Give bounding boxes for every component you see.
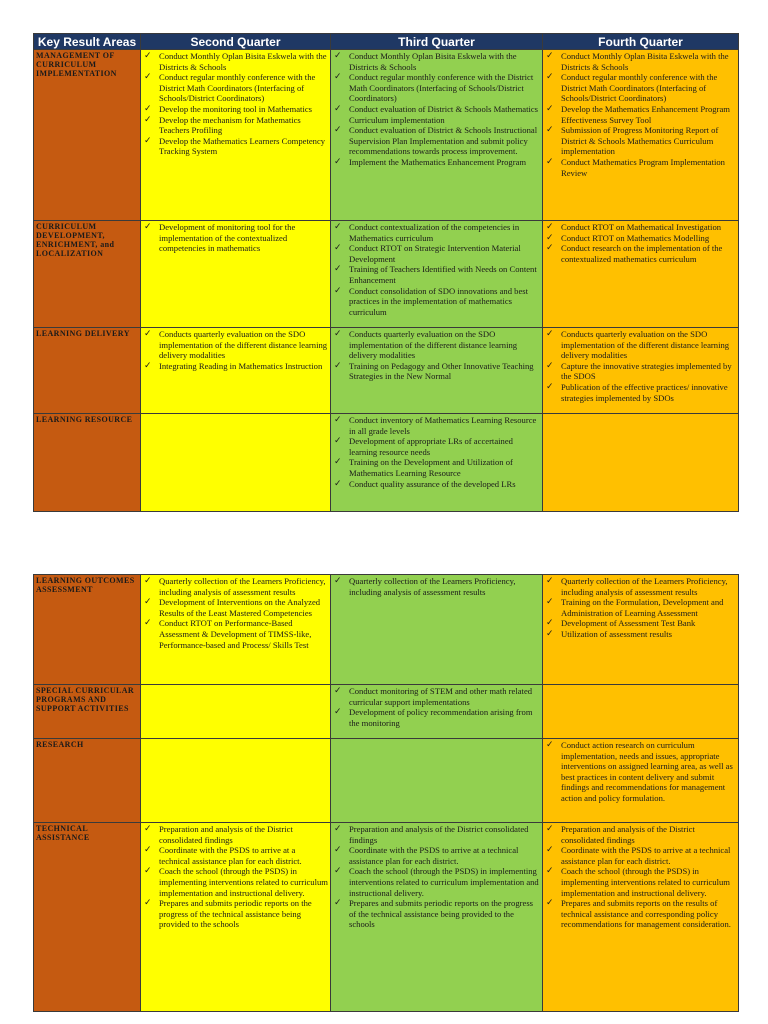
key-result-area-cell: LEARNING RESOURCE <box>34 414 141 512</box>
activity-text: Integrating Reading in Mathematics Instruction <box>159 360 323 371</box>
quarter-cell-q3 <box>331 575 543 685</box>
activity-list <box>545 222 736 264</box>
checkmark-icon: ✓ <box>144 135 152 146</box>
activity-list <box>545 576 736 640</box>
header-third-quarter: Third Quarter <box>331 34 543 50</box>
list-item <box>333 329 540 361</box>
activity-text: Capture the innovative strategies implemented by the SDOS <box>561 360 732 382</box>
checkmark-icon: ✓ <box>546 845 554 856</box>
quarter-cell-q3 <box>331 823 543 1012</box>
activity-text: Development of monitoring tool for the implementation of the contextualized competencies in mathematics <box>159 222 296 254</box>
list-item <box>545 157 736 178</box>
activity-text: Conduct consolidation of SDO innovations and best practices in the implementation of mathematics curriculum <box>349 285 529 317</box>
quarter-cell-q2 <box>141 328 331 414</box>
list-item <box>545 845 736 866</box>
list-item <box>333 125 540 157</box>
activity-list <box>333 686 540 728</box>
activity-list <box>143 329 328 371</box>
table-row <box>34 685 739 739</box>
checkmark-icon: ✓ <box>144 222 152 232</box>
list-item <box>333 707 540 728</box>
quarter-cell-q2 <box>141 414 331 512</box>
checkmark-icon: ✓ <box>334 51 342 61</box>
checkmark-icon: ✓ <box>546 329 554 339</box>
header-second-quarter: Second Quarter <box>141 34 331 50</box>
list-item <box>333 51 540 72</box>
activity-text: Training on the Formulation, Development and Administration of Learning Assessment <box>561 597 724 618</box>
quarter-cell-q4 <box>543 575 739 685</box>
checkmark-icon: ✓ <box>546 156 554 167</box>
list-item <box>143 222 328 254</box>
table-row <box>34 221 739 328</box>
activity-text: Training of Teachers Identified with Needs on Content Enhancement <box>349 264 537 285</box>
activity-text: Quarterly collection of the Learners Proficiency, including analysis of assessment results <box>561 576 728 597</box>
table-row <box>34 823 739 1012</box>
quarter-cell-q2 <box>141 739 331 823</box>
activity-text: Develop the Mathematics Learners Competency Tracking System <box>159 135 326 157</box>
checkmark-icon: ✓ <box>334 125 342 136</box>
operational-plan-table-2 <box>33 574 739 1012</box>
list-item <box>545 222 736 233</box>
activity-text: Development of appropriate LRs of accertained learning resource needs <box>349 436 513 457</box>
list-item <box>545 51 736 72</box>
activity-text: Training on Pedagogy and Other Innovative Teaching Strategies in the New Normal <box>349 360 534 382</box>
list-item <box>333 361 540 382</box>
checkmark-icon: ✓ <box>144 114 152 125</box>
activity-text: Conduct Monthly Oplan Bisita Eskwela with the Districts & Schools <box>561 51 729 72</box>
activity-list <box>143 824 328 930</box>
checkmark-icon: ✓ <box>144 51 152 61</box>
list-item <box>143 824 328 845</box>
activity-text: Coordinate with the PSDS to arrive at a technical assistance plan for each district. <box>349 845 519 866</box>
activity-text: Conduct evaluation of District & Schools Mathematics Curriculum implementation <box>349 103 539 125</box>
activity-list <box>545 329 736 403</box>
list-item <box>333 286 540 318</box>
activity-text: Conduct RTOT on Mathematics Modelling <box>561 232 710 243</box>
activity-text: Conduct inventory of Mathematics Learning Resource in all grade levels <box>349 415 537 436</box>
header-key-result-areas: Key Result Areas <box>34 34 141 50</box>
checkmark-icon: ✓ <box>144 576 152 586</box>
activity-list <box>143 51 328 157</box>
checkmark-icon: ✓ <box>334 824 342 834</box>
checkmark-icon: ✓ <box>546 381 554 392</box>
list-item <box>333 415 540 436</box>
activity-text: Development of Assessment Test Bank <box>561 618 696 629</box>
checkmark-icon: ✓ <box>334 898 342 909</box>
activity-text: Submission of Progress Monitoring Report of District & Schools Mathematics Curriculum implementation <box>561 125 719 157</box>
checkmark-icon: ✓ <box>334 243 342 254</box>
key-result-area-cell: LEARNING OUTCOMES ASSESSMENT <box>34 575 141 685</box>
list-item <box>333 457 540 478</box>
checkmark-icon: ✓ <box>334 72 342 83</box>
list-item <box>143 866 328 898</box>
activity-text: Conducts quarterly evaluation on the SDO implementation of the different distance learning delivery modalities <box>159 329 328 361</box>
checkmark-icon: ✓ <box>546 740 554 750</box>
list-item <box>143 898 328 930</box>
checkmark-icon: ✓ <box>144 597 152 608</box>
checkmark-icon: ✓ <box>334 707 342 718</box>
list-item <box>143 618 328 650</box>
list-item <box>333 898 540 930</box>
table-row <box>34 328 739 414</box>
header-fourth-quarter: Fourth Quarter <box>543 34 739 50</box>
activity-text: Preparation and analysis of the District consolidated findings <box>561 824 695 845</box>
checkmark-icon: ✓ <box>546 360 554 371</box>
checkmark-icon: ✓ <box>334 866 342 877</box>
activity-text: Develop the Mathematics Enhancement Program Effectiveness Survey Tool <box>561 103 730 125</box>
list-item <box>545 72 736 104</box>
list-item <box>545 629 736 640</box>
list-item <box>143 104 328 115</box>
operational-plan-table-1 <box>33 33 739 512</box>
key-result-area-cell: RESEARCH <box>34 739 141 823</box>
list-item <box>545 898 736 930</box>
activity-list <box>333 222 540 317</box>
quarter-cell-q4 <box>543 50 739 221</box>
list-item <box>333 686 540 707</box>
checkmark-icon: ✓ <box>546 866 554 877</box>
checkmark-icon: ✓ <box>546 898 554 909</box>
checkmark-icon: ✓ <box>334 478 342 489</box>
activity-text: Quarterly collection of the Learners Proficiency, including analysis of assessment results <box>159 576 326 597</box>
list-item <box>545 361 736 382</box>
checkmark-icon: ✓ <box>546 628 554 639</box>
checkmark-icon: ✓ <box>334 329 342 339</box>
table-row <box>34 414 739 512</box>
activity-list <box>333 415 540 489</box>
activity-text: Conducts quarterly evaluation on the SDO implementation of the different distance learning delivery modalities <box>349 329 518 361</box>
activity-list <box>333 824 540 930</box>
activity-text: Conduct monitoring of STEM and other math related curricular support implementations <box>349 686 533 707</box>
activity-text: Quarterly collection of the Learners Proficiency, including analysis of assessment results <box>349 576 516 597</box>
table-row <box>34 575 739 685</box>
activity-text: Prepares and submits periodic reports on the progress of the technical assistance being provided to the schools <box>159 898 312 930</box>
activity-text: Conduct RTOT on Mathematical Investigation <box>561 222 722 232</box>
checkmark-icon: ✓ <box>334 285 342 296</box>
activity-text: Utilization of assessment results <box>561 628 672 639</box>
activity-text: Conducts quarterly evaluation on the SDO implementation of the different distance learning delivery modalities <box>561 329 730 361</box>
checkmark-icon: ✓ <box>546 597 554 608</box>
checkmark-icon: ✓ <box>546 243 554 254</box>
checkmark-icon: ✓ <box>334 103 342 114</box>
list-item <box>143 329 328 361</box>
list-item <box>143 845 328 866</box>
activity-text: Conduct Monthly Oplan Bisita Eskwela with the Districts & Schools <box>159 51 327 72</box>
list-item <box>545 576 736 597</box>
list-item <box>545 125 736 157</box>
list-item <box>333 264 540 285</box>
checkmark-icon: ✓ <box>546 72 554 83</box>
activity-text: Development of Interventions on the Analyzed Results of the Least Mastered Competencies <box>159 597 321 618</box>
key-result-area-cell: SPECIAL CURRICULAR PROGRAMS AND SUPPORT ACTIVITIES <box>34 685 141 739</box>
activity-text: Develop the mechanism for Mathematics Teachers Profiling <box>159 114 301 136</box>
activity-list <box>143 576 328 650</box>
checkmark-icon: ✓ <box>144 72 152 83</box>
checkmark-icon: ✓ <box>546 125 554 136</box>
table-row <box>34 739 739 823</box>
list-item <box>143 597 328 618</box>
header-row <box>34 34 739 50</box>
quarter-cell-q3 <box>331 328 543 414</box>
activity-list <box>333 576 540 597</box>
quarter-cell-q4 <box>543 685 739 739</box>
list-item <box>545 597 736 618</box>
list-item <box>333 845 540 866</box>
list-item <box>545 243 736 264</box>
checkmark-icon: ✓ <box>546 824 554 834</box>
checkmark-icon: ✓ <box>546 103 554 114</box>
checkmark-icon: ✓ <box>144 898 152 909</box>
quarter-cell-q3 <box>331 685 543 739</box>
activity-text: Conduct evaluation of District & Schools Instructional Supervision Plan Implementation and submit policy recommendations towards process improvement. <box>349 125 538 157</box>
checkmark-icon: ✓ <box>334 686 342 696</box>
list-item <box>333 243 540 264</box>
activity-list <box>545 51 736 178</box>
list-item <box>333 157 540 168</box>
activity-text: Prepares and submits reports on the results of technical assistance and corresponding policy recommendations for management consideration. <box>561 898 731 930</box>
list-item <box>143 576 328 597</box>
checkmark-icon: ✓ <box>334 576 342 586</box>
quarter-cell-q2 <box>141 575 331 685</box>
activity-text: Preparation and analysis of the District consolidated findings <box>159 824 293 845</box>
activity-text: Implement the Mathematics Enhancement Program <box>349 156 527 167</box>
list-item <box>545 329 736 361</box>
activity-text: Conduct regular monthly conference with the District Math Coordinators (Interfacing of Schools/District Coordinators) <box>349 72 534 104</box>
quarter-cell-q3 <box>331 50 543 221</box>
activity-list <box>333 51 540 168</box>
activity-text: Development of policy recommendation arising from the monitoring <box>349 707 533 728</box>
activity-text: Conduct action research on curriculum implementation, needs and issues, appropriate interventions on assigned learning area, as well as best practices in content delivery and submit findings and recommendations for management action and policy formulation. <box>561 740 733 803</box>
checkmark-icon: ✓ <box>334 436 342 447</box>
list-item <box>545 740 736 804</box>
quarter-cell-q4 <box>543 221 739 328</box>
list-item <box>333 72 540 104</box>
checkmark-icon: ✓ <box>144 329 152 339</box>
list-item <box>545 104 736 125</box>
list-item <box>333 436 540 457</box>
activity-text: Develop the monitoring tool in Mathematics <box>159 103 312 114</box>
checkmark-icon: ✓ <box>334 222 342 232</box>
key-result-area-cell: MANAGEMENT OF CURRICULUM IMPLEMENTATION <box>34 50 141 221</box>
activity-text: Conduct RTOT on Performance-Based Assessment & Development of TIMSS-like, Performance-based and Process/ Skills Test <box>159 618 312 650</box>
list-item <box>333 104 540 125</box>
checkmark-icon: ✓ <box>546 51 554 61</box>
activity-list <box>545 824 736 930</box>
list-item <box>333 479 540 490</box>
activity-text: Prepares and submits periodic reports on the progress of the technical assistance being provided to the schools <box>349 898 534 930</box>
list-item <box>545 382 736 403</box>
activity-text: Conduct contextualization of the competencies in Mathematics curriculum <box>349 222 520 243</box>
activity-text: Coach the school (through the PSDS) in implementing interventions related to curriculum implementation and instructional delivery. <box>561 866 730 898</box>
checkmark-icon: ✓ <box>144 866 152 877</box>
activity-text: Coordinate with the PSDS to arrive at a technical assistance plan for each district. <box>561 845 731 866</box>
quarter-cell-q3 <box>331 739 543 823</box>
key-result-area-cell: TECHNICAL ASSISTANCE <box>34 823 141 1012</box>
key-result-area-cell: CURRICULUM DEVELOPMENT, ENRICHMENT, and LOCALIZATION <box>34 221 141 328</box>
checkmark-icon: ✓ <box>144 103 152 114</box>
checkmark-icon: ✓ <box>334 264 342 275</box>
activity-text: Preparation and analysis of the District consolidated findings <box>349 824 529 845</box>
activity-text: Conduct Monthly Oplan Bisita Eskwela with the Districts & Schools <box>349 51 517 72</box>
list-item <box>333 576 540 597</box>
list-item <box>333 824 540 845</box>
list-item <box>143 136 328 157</box>
activity-text: Coach the school (through the PSDS) in implementing interventions related to curriculum implementation and instructional delivery. <box>349 866 539 898</box>
list-item <box>545 824 736 845</box>
activity-text: Conduct regular monthly conference with the District Math Coordinators (Interfacing of Schools/District Coordinators) <box>561 72 718 104</box>
activity-text: Publication of the effective practices/ innovative strategies implemented by SDOs <box>561 381 728 403</box>
activity-list <box>545 740 736 804</box>
table-row <box>34 50 739 221</box>
activity-text: Conduct quality assurance of the developed LRs <box>349 478 516 489</box>
quarter-cell-q4 <box>543 414 739 512</box>
quarter-cell-q2 <box>141 685 331 739</box>
quarter-cell-q4 <box>543 823 739 1012</box>
list-item <box>143 361 328 372</box>
checkmark-icon: ✓ <box>546 576 554 586</box>
activity-text: Coordinate with the PSDS to arrive at a technical assistance plan for each district. <box>159 845 302 866</box>
checkmark-icon: ✓ <box>334 457 342 468</box>
checkmark-icon: ✓ <box>334 415 342 425</box>
list-item <box>545 866 736 898</box>
quarter-cell-q4 <box>543 739 739 823</box>
list-item <box>545 618 736 629</box>
activity-text: Conduct regular monthly conference with the District Math Coordinators (Interfacing of Schools/District Coordinators) <box>159 72 316 104</box>
list-item <box>333 866 540 898</box>
key-result-area-cell: LEARNING DELIVERY <box>34 328 141 414</box>
quarter-cell-q2 <box>141 221 331 328</box>
activity-list <box>333 329 540 382</box>
checkmark-icon: ✓ <box>144 618 152 629</box>
activity-text: Training on the Development and Utilization of Mathematics Learning Resource <box>349 457 513 478</box>
checkmark-icon: ✓ <box>334 156 342 167</box>
list-item <box>545 233 736 244</box>
checkmark-icon: ✓ <box>144 824 152 834</box>
list-item <box>143 115 328 136</box>
list-item <box>333 222 540 243</box>
checkmark-icon: ✓ <box>334 360 342 371</box>
quarter-cell-q2 <box>141 823 331 1012</box>
list-item <box>143 51 328 72</box>
activity-text: Coach the school (through the PSDS) in implementing interventions related to curriculum implementation and instructional delivery. <box>159 866 328 898</box>
list-item <box>143 72 328 104</box>
quarter-cell-q3 <box>331 221 543 328</box>
quarter-cell-q4 <box>543 328 739 414</box>
activity-text: Conduct RTOT on Strategic Intervention Material Development <box>349 243 521 264</box>
quarter-cell-q2 <box>141 50 331 221</box>
checkmark-icon: ✓ <box>144 845 152 856</box>
checkmark-icon: ✓ <box>144 360 152 371</box>
activity-text: Conduct Mathematics Program Implementation Review <box>561 156 725 178</box>
quarter-cell-q3 <box>331 414 543 512</box>
checkmark-icon: ✓ <box>546 618 554 629</box>
checkmark-icon: ✓ <box>546 232 554 243</box>
checkmark-icon: ✓ <box>546 222 554 232</box>
checkmark-icon: ✓ <box>334 845 342 856</box>
activity-list <box>143 222 328 254</box>
activity-text: Conduct research on the implementation of the contextualized mathematics curriculum <box>561 243 723 264</box>
